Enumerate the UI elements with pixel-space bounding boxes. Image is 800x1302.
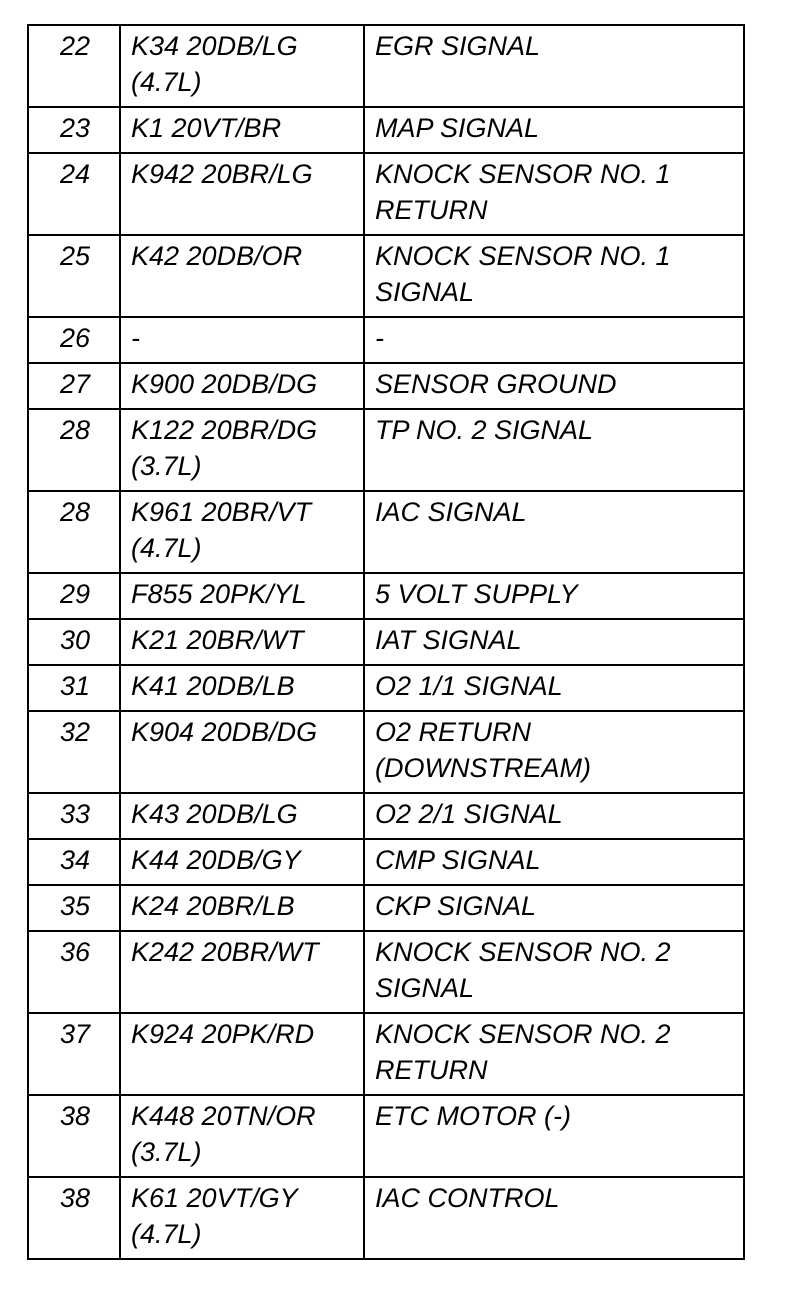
cavity-number: 23	[28, 107, 120, 153]
circuit-function: KNOCK SENSOR NO. 1 RETURN	[364, 153, 744, 235]
cavity-number: 32	[28, 711, 120, 793]
circuit-function: TP NO. 2 SIGNAL	[364, 409, 744, 491]
circuit-function: SENSOR GROUND	[364, 363, 744, 409]
circuit-function: O2 1/1 SIGNAL	[364, 665, 744, 711]
wire-code: -	[120, 317, 364, 363]
table-row	[28, 491, 744, 573]
wire-code: K42 20DB/OR	[120, 235, 364, 317]
circuit-function: EGR SIGNAL	[364, 25, 744, 107]
table-row	[28, 235, 744, 317]
wire-code: K34 20DB/LG (4.7L)	[120, 25, 364, 107]
wire-code: K43 20DB/LG	[120, 793, 364, 839]
table-row	[28, 711, 744, 793]
circuit-function: O2 2/1 SIGNAL	[364, 793, 744, 839]
table-row	[28, 363, 744, 409]
table-row	[28, 1177, 744, 1259]
cavity-number: 37	[28, 1013, 120, 1095]
table-row	[28, 1095, 744, 1177]
table-row	[28, 793, 744, 839]
circuit-function: MAP SIGNAL	[364, 107, 744, 153]
wire-code: K41 20DB/LB	[120, 665, 364, 711]
circuit-function: ETC MOTOR (-)	[364, 1095, 744, 1177]
cavity-number: 35	[28, 885, 120, 931]
wire-code: K61 20VT/GY (4.7L)	[120, 1177, 364, 1259]
cavity-number: 38	[28, 1177, 120, 1259]
wire-code: K924 20PK/RD	[120, 1013, 364, 1095]
cavity-number: 29	[28, 573, 120, 619]
circuit-function: KNOCK SENSOR NO. 2 RETURN	[364, 1013, 744, 1095]
circuit-function: KNOCK SENSOR NO. 1 SIGNAL	[364, 235, 744, 317]
table-row	[28, 1013, 744, 1095]
cavity-number: 34	[28, 839, 120, 885]
table-row	[28, 25, 744, 107]
cavity-number: 27	[28, 363, 120, 409]
wire-code: K961 20BR/VT (4.7L)	[120, 491, 364, 573]
table-row	[28, 153, 744, 235]
table-row	[28, 619, 744, 665]
cavity-number: 33	[28, 793, 120, 839]
table-row	[28, 931, 744, 1013]
cavity-number: 31	[28, 665, 120, 711]
pinout-table-body	[28, 25, 744, 1259]
cavity-number: 38	[28, 1095, 120, 1177]
wire-code: K44 20DB/GY	[120, 839, 364, 885]
cavity-number: 28	[28, 409, 120, 491]
cavity-number: 22	[28, 25, 120, 107]
wire-code: K1 20VT/BR	[120, 107, 364, 153]
cavity-number: 36	[28, 931, 120, 1013]
wire-code: F855 20PK/YL	[120, 573, 364, 619]
wire-code: K122 20BR/DG (3.7L)	[120, 409, 364, 491]
circuit-function: O2 RETURN (DOWNSTREAM)	[364, 711, 744, 793]
circuit-function: KNOCK SENSOR NO. 2 SIGNAL	[364, 931, 744, 1013]
table-row	[28, 839, 744, 885]
connector-pinout-table	[27, 24, 745, 1260]
circuit-function: IAC CONTROL	[364, 1177, 744, 1259]
table-row	[28, 107, 744, 153]
cavity-number: 25	[28, 235, 120, 317]
circuit-function: IAT SIGNAL	[364, 619, 744, 665]
wire-code: K448 20TN/OR (3.7L)	[120, 1095, 364, 1177]
table-row	[28, 409, 744, 491]
wire-code: K21 20BR/WT	[120, 619, 364, 665]
wire-code: K242 20BR/WT	[120, 931, 364, 1013]
wire-code: K942 20BR/LG	[120, 153, 364, 235]
table-row	[28, 885, 744, 931]
table-row	[28, 573, 744, 619]
circuit-function: CMP SIGNAL	[364, 839, 744, 885]
circuit-function: -	[364, 317, 744, 363]
circuit-function: CKP SIGNAL	[364, 885, 744, 931]
cavity-number: 28	[28, 491, 120, 573]
table-row	[28, 317, 744, 363]
wire-code: K24 20BR/LB	[120, 885, 364, 931]
wire-code: K904 20DB/DG	[120, 711, 364, 793]
table-row	[28, 665, 744, 711]
cavity-number: 30	[28, 619, 120, 665]
circuit-function: IAC SIGNAL	[364, 491, 744, 573]
wire-code: K900 20DB/DG	[120, 363, 364, 409]
cavity-number: 24	[28, 153, 120, 235]
circuit-function: 5 VOLT SUPPLY	[364, 573, 744, 619]
cavity-number: 26	[28, 317, 120, 363]
